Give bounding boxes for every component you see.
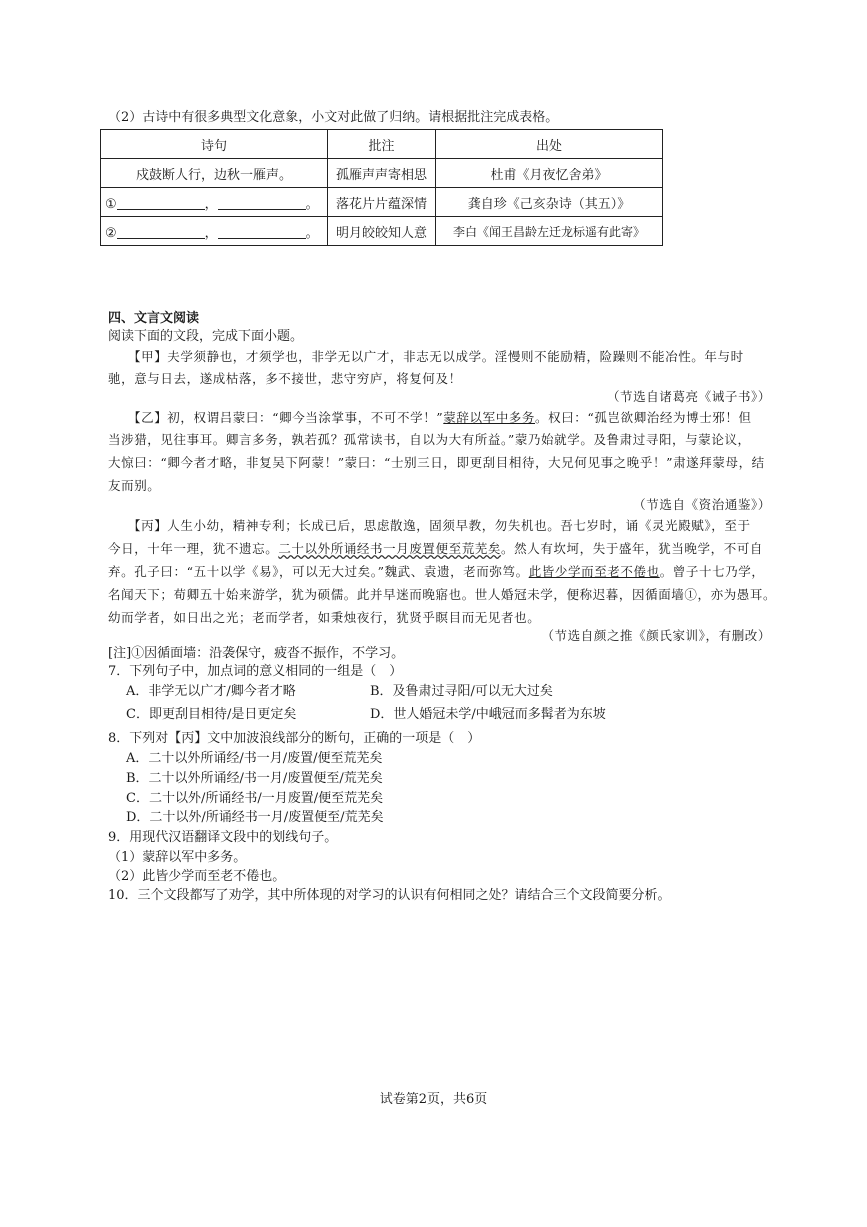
q9-sentence-1: （1）蒙辞以军中多务。: [108, 850, 247, 865]
q7-option-c[interactable]: C．即更刮目相待/是日更定矣: [126, 707, 297, 722]
q7-option-a[interactable]: A．非学无以广才/卿今者才略: [126, 684, 296, 699]
passage-text: 。权曰：“孤岂欲卿治经为博士邪！但: [535, 410, 752, 425]
q8-option-a[interactable]: A．二十以外所诵经/书一月/废置/便至荒芜矣: [126, 751, 383, 766]
q9-sentence-2: （2）此皆少学而至老不倦也。: [108, 869, 286, 884]
table-header-note: 批注: [328, 130, 436, 159]
q2-intro: （2）古诗中有很多典型文化意象，小文对此做了归纳。请根据批注完成表格。: [108, 110, 559, 125]
table-cell-note: 落花片片蕴深情: [328, 188, 436, 217]
passage-text: 今日，十年一理，犹不遗忘。: [108, 541, 279, 556]
passage-jia-line: 【甲】夫学须静也，才须学也，非学无以广才，非志无以成学。淫慢则不能励精，险躁则不能冶性。年与时: [128, 349, 744, 364]
q7-option-d[interactable]: D．世人婚冠未学/中峨冠而多髯者为东坡: [370, 707, 606, 722]
table-header-source: 出处: [436, 130, 663, 159]
passage-text: 弃。孔子曰：“五十以学《易》，可以无大过矣。”魏武、袁遗，老而弥笃。: [108, 564, 529, 579]
table-row: [101, 188, 663, 217]
table-cell-source: 龚自珍《己亥杂诗（其五）》: [436, 188, 663, 217]
section-title: 四、文言文阅读: [108, 311, 200, 326]
blank-number: ①: [105, 196, 117, 212]
table-cell-note: 孤雁声声寄相思: [328, 159, 436, 188]
answer-blank[interactable]: [117, 197, 205, 210]
section-intro: 阅读下面的文段，完成下面小题。: [108, 329, 304, 344]
blank-separator: ，: [204, 225, 218, 241]
q7-option-b[interactable]: B．及鲁肃过寻阳/可以无大过矣: [370, 684, 553, 699]
blank-end: 。: [305, 196, 319, 212]
footnote: [注]①因循面墙：沿袭保守，疲沓不振作，不学习。: [108, 646, 405, 661]
q8-option-d[interactable]: D．二十以外/所诵经书一月/废置便至/荒芜矣: [126, 810, 384, 825]
passage-yi-line: 当涉猎，见往事耳。卿言多务，孰若孤？孤常读书，自以为大有所益。”蒙乃始就学。及鲁肃过寻阳，与蒙论议，: [108, 432, 751, 447]
passage-bing-line: 【丙】人生小幼，精神专利；长成已后，思虑散逸，固须早教，勿失机也。吾七岁时，诵《灵光殿赋》，至于: [128, 518, 751, 533]
passage-jia-line: 驰，意与日去，遂成枯落，多不接世，悲守穷庐，将复何及！: [108, 371, 462, 386]
q9-stem: 9．用现代汉语翻译文段中的划线句子。: [108, 830, 338, 845]
q10-stem: 10．三个文段都写了劝学，其中所体现的对学习的认识有何相同之处？请结合三个文段简要分析。: [108, 888, 671, 903]
passage-bing-line: [108, 564, 765, 580]
table-cell-source: 李白《闻王昌龄左迁龙标遥有此寄》: [436, 217, 663, 246]
blank-end: 。: [305, 225, 319, 241]
table-cell-poem-blank: [101, 188, 328, 217]
passage-text: 。然人有坎坷，失于盛年，犹当晚学，不可自: [501, 541, 764, 556]
table-cell-note: 明月皎皎知人意: [328, 217, 436, 246]
passage-yi-line: 大惊曰：“卿今者才略，非复吴下阿蒙！”蒙曰：“士别三日，即更刮目相待，大兄何见事之晚乎！”肃遂拜蒙母，结: [108, 455, 765, 470]
answer-blank[interactable]: [117, 226, 205, 239]
passage-yi-line: 友而别。: [108, 478, 161, 493]
answer-blank[interactable]: [218, 226, 306, 239]
q8-option-c[interactable]: C．二十以外/所诵经书/一月废置/便至荒芜矣: [126, 791, 384, 806]
passage-jia-source: （节选自诸葛亮《诫子书》）: [606, 389, 771, 404]
passage-yi-source: （节选自《资治通鉴》）: [633, 497, 771, 512]
q7-stem: 7．下列句子中，加点词的意义相同的一组是（ ）: [108, 664, 403, 679]
passage-bing-line: 幼而学者，如日出之光；老而学者，如秉烛夜行，犹贤乎瞑目而无见者也。: [108, 610, 541, 625]
passage-bing-source: （节选自颜之推《颜氏家训》，有删改）: [541, 628, 771, 643]
blank-number: ②: [105, 225, 117, 241]
q8-option-b[interactable]: B．二十以外所诵经/书一月/废置便至/荒芜矣: [126, 771, 383, 786]
answer-blank[interactable]: [218, 197, 306, 210]
blank-separator: ，: [204, 196, 218, 212]
passage-text: 【乙】初，权谓吕蒙曰：“卿今当涂掌事，不可不学！”: [128, 410, 444, 425]
page-footer: 试卷第2页，共6页: [379, 1092, 488, 1107]
table-cell-poem-blank: [101, 217, 328, 246]
table-cell-poem: 戍鼓断人行，边秋一雁声。: [101, 159, 328, 188]
table-row: [101, 159, 663, 188]
table-row: [101, 217, 663, 246]
passage-text: 。曾子十七乃学，: [659, 564, 765, 579]
imagery-table: [100, 129, 663, 246]
q8-stem: 8．下列对【丙】文中加波浪线部分的断句，正确的一项是（ ）: [108, 731, 481, 746]
passage-bing-line: 名闻天下；荀卿五十始来游学，犹为硕儒。此并早迷而晚寤也。世人婚冠未学，便称迟暮，因循面墙①，亦为愚耳。: [108, 587, 777, 602]
table-header-row: [101, 130, 663, 159]
underlined-sentence: 此皆少学而至老不倦也: [528, 564, 660, 579]
table-cell-source: 杜甫《月夜忆舍弟》: [436, 159, 663, 188]
passage-yi-line: [128, 410, 752, 426]
underlined-sentence: 蒙辞以军中多务: [443, 410, 535, 425]
wavy-underlined-sentence: 二十以外所诵经书一月废置便至荒芜矣: [278, 541, 502, 556]
passage-bing-line: [108, 541, 763, 557]
table-header-poem: 诗句: [101, 130, 328, 159]
